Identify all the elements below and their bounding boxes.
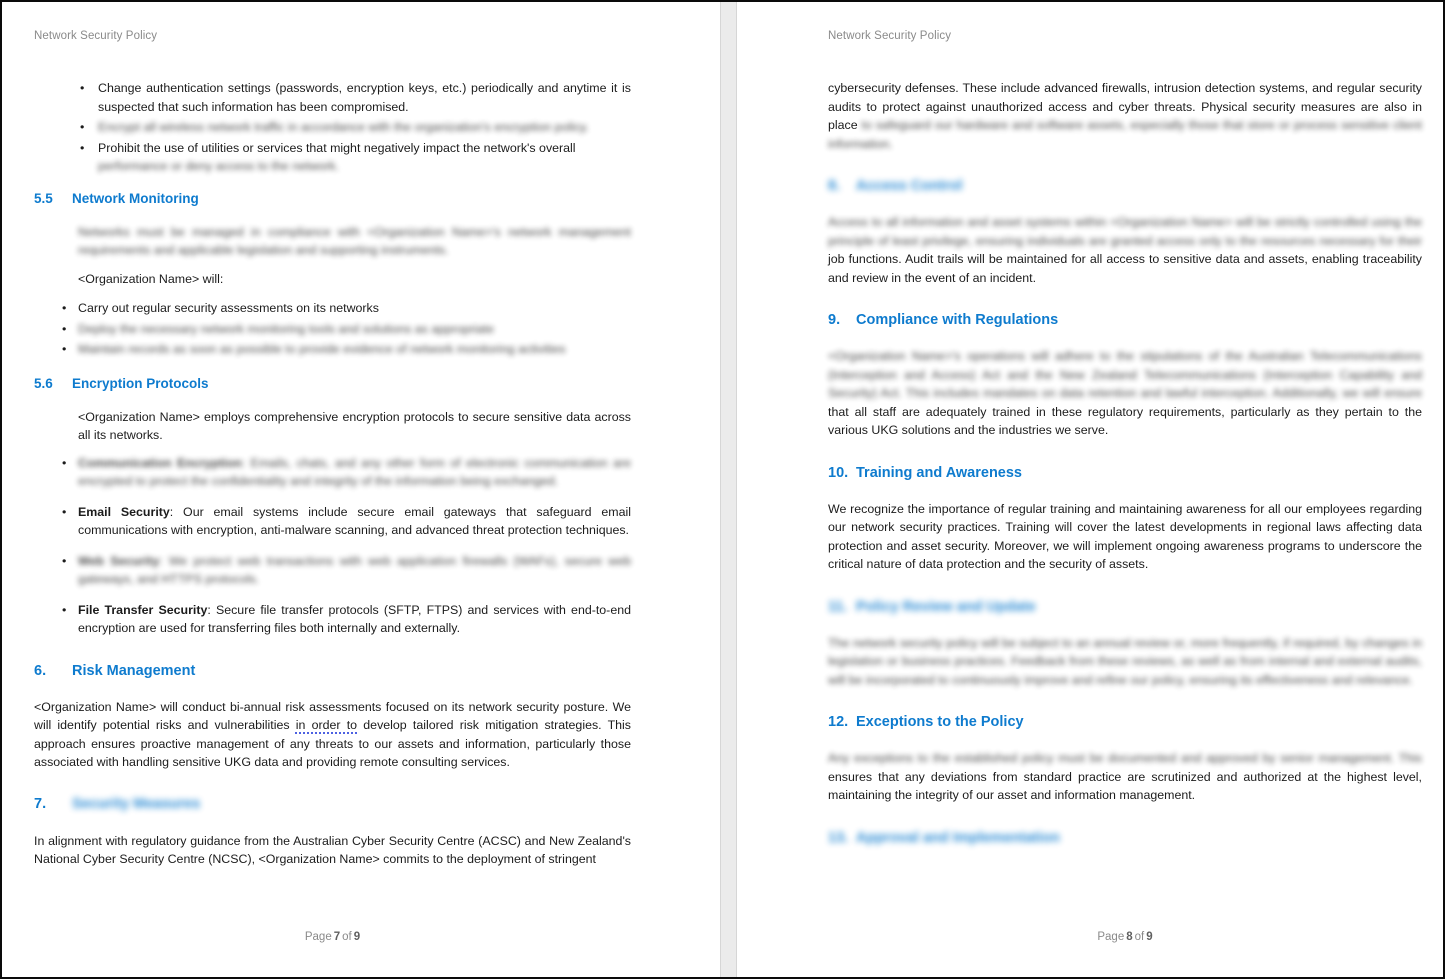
page-7-content	[2, 2, 631, 869]
bold-lead: Email Security	[78, 504, 170, 519]
list-item-text: Change authentication settings (passwords, encryption keys, etc.) periodically and anytime it is suspected that such information has been compromised.	[98, 81, 631, 114]
redacted-text: Deploy the necessary network monitoring tools and solutions as appropriate	[78, 321, 495, 336]
section-number: 10.	[828, 464, 849, 481]
intro-line: <Organization Name> will:	[78, 271, 224, 286]
paragraph-text: that all staff are adequately trained in these regulatory requirements, particularly as they pertain to the various UKG solutions and the industries we serve.	[828, 404, 1422, 437]
section-heading-13-redacted	[828, 829, 1422, 847]
paragraph-partially-redacted	[828, 79, 1422, 153]
redacted-section-title: Security Measures	[72, 795, 201, 812]
bullet-marker: •	[62, 504, 67, 519]
section-heading-6	[34, 662, 631, 680]
section-number: 7.	[34, 795, 47, 812]
bullet-marker: •	[62, 455, 67, 470]
section-heading-8-redacted	[828, 177, 1422, 195]
section-title: Network Monitoring	[72, 190, 199, 206]
redacted-bold-lead: Web Security	[78, 553, 160, 568]
paragraph-text: ensures that any deviations from standard practice are scrutinized and authorized at the highest level, maintaining the integrity of our asset and information management.	[828, 769, 1422, 802]
list-item-redacted	[34, 552, 631, 589]
redacted-text: : Emails, chats, and any other form of electronic communication are encrypted to protect the confidentiality and integrity of the information being exchanged.	[78, 455, 631, 488]
section-heading-5-6	[34, 375, 631, 392]
bullet-marker: •	[80, 81, 85, 95]
list-item	[34, 79, 631, 116]
bullet-list-monitoring	[34, 299, 631, 359]
footer-page-total: 9	[1146, 931, 1153, 943]
redacted-section-title: Access Control	[856, 178, 963, 194]
redacted-text: The network security policy will be subject to an annual review or, more frequently, if required, by changes in legislation or business practices. Feedback from these reviews, as well as from internal and external audits, will be incorporated to continuously improve and refine our policy, ensuring its effectiveness and relevance.	[828, 635, 1422, 687]
page-header: Network Security Policy	[34, 30, 158, 42]
bullet-marker: •	[62, 321, 67, 336]
bullet-marker: •	[80, 140, 85, 155]
section-title: Compliance with Regulations	[856, 312, 1059, 328]
list-item	[34, 299, 631, 318]
section-heading-7-redacted	[34, 795, 631, 813]
redacted-bold-lead: Communication Encryption	[78, 455, 242, 470]
redacted-text: Any exceptions to the established policy must be documented and approved by senior management. This	[828, 751, 1422, 765]
paragraph: In alignment with regulatory guidance from the Australian Cyber Security Centre (ACSC) and New Zealand's National Cyber Security Centre (NCSC), <Organization Name> commits to the deployment of stringent	[34, 833, 631, 866]
redacted-text: <Organization Name>'s operations will adhere to the stipulations of the Australian Telecommunications (Interception and Access) Act and the New Zealand Telecommunications (Interception Capability and Security) Act. This includes mandates on data retention and lawful interception. Additionally, we will ensure	[828, 349, 1422, 400]
footer-of: of	[342, 931, 352, 943]
bullet-marker: •	[62, 342, 67, 356]
page-8	[737, 2, 1443, 977]
paragraph-redacted	[828, 634, 1422, 690]
paragraph-partially-redacted	[828, 749, 1422, 805]
footer-label: Page	[304, 931, 332, 943]
list-item-text: : Secure file transfer protocols (SFTP, FTPS) and services with end-to-end encryption are used for transferring files both internally and externally.	[78, 602, 631, 635]
section-number: 13.	[828, 829, 849, 846]
paragraph-text: cybersecurity defenses. These include advanced firewalls, intrusion detection systems, and regular security audits to protect against unauthorized access and cyber threats. Physical security measures are also in place	[828, 81, 1422, 132]
paragraph-partially-redacted	[828, 213, 1422, 287]
redacted-section-title: Approval and Implementation	[856, 829, 1060, 846]
footer-page-total: 9	[353, 931, 361, 943]
page-footer	[34, 931, 631, 943]
footer-of: of	[1134, 931, 1145, 943]
list-item	[34, 139, 631, 176]
page-footer	[828, 931, 1422, 943]
list-item-text: Prohibit the use of utilities or services that might negatively impact the network's overall	[98, 140, 576, 155]
bullet-list-authentication	[34, 79, 631, 176]
redacted-text: Access to all information and asset systems within <Organization Name> will be strictly controlled using the principle of least privilege, ensuring individuals are granted access only to the resources necessary for their	[828, 215, 1422, 248]
redacted-text: Maintain records as soon as possible to provide evidence of network monitoring activities	[78, 342, 566, 356]
section-number: 6.	[34, 662, 47, 679]
bold-lead: File Transfer Security	[78, 602, 208, 617]
section-heading-9	[828, 311, 1422, 329]
section-heading-10	[828, 464, 1422, 482]
section-number: 5.5	[34, 190, 53, 206]
list-item-text: : Our email systems include secure email gateways that safeguard email communications with encryption, anti-malware scanning, and advanced threat protection techniques.	[78, 504, 631, 537]
list-item-redacted	[34, 118, 631, 137]
section-number: 8.	[828, 178, 841, 194]
paragraph: <Organization Name> employs comprehensive encryption protocols to secure sensitive data across all its networks.	[78, 409, 631, 442]
bullet-marker: •	[80, 120, 85, 134]
redacted-text: performance or deny access to the network.	[98, 159, 340, 173]
grammar-underline-text: in order to	[295, 718, 358, 732]
paragraph: We recognize the importance of regular training and maintaining awareness for all our employees regarding our network security practices. Training will cover the latest developments in regional laws affecting data protection and asset security. Moreover, we will implement ongoing awareness programs to underscore the critical nature of data protection and the security of assets.	[828, 501, 1422, 571]
paragraph-text: job functions. Audit trails will be maintained for all access to sensitive data and assets, enabling traceability and review in the event of an incident.	[828, 252, 1422, 285]
redacted-text: to safeguard our hardware and software assets, especially those that store or process sensitive client information.	[828, 118, 1422, 151]
redacted-text: Networks must be managed in compliance with <Organization Name>'s network management requirements and applicable legislation and supporting instruments.	[78, 224, 631, 257]
page-gap-divider	[720, 2, 737, 977]
list-item-text: Carry out regular security assessments on its networks	[78, 301, 379, 315]
redacted-text: : We protect web transactions with web application firewalls (WAFs), secure web gateways, and HTTPS protocols.	[78, 553, 631, 586]
section-heading-11-redacted	[828, 598, 1422, 616]
section-title: Training and Awareness	[856, 464, 1022, 481]
footer-page-number: 7	[333, 931, 341, 943]
section-title: Encryption Protocols	[72, 375, 209, 391]
paragraph-redacted	[34, 223, 631, 260]
footer-label: Page	[1097, 931, 1125, 943]
section-title: Exceptions to the Policy	[856, 714, 1024, 730]
section-heading-12	[828, 713, 1422, 731]
section-number: 9.	[828, 312, 841, 328]
page-header: Network Security Policy	[828, 30, 952, 42]
section-heading-5-5	[34, 190, 631, 207]
redacted-section-title: Policy Review and Update	[856, 598, 1036, 615]
list-item	[34, 503, 631, 540]
bullet-marker: •	[62, 553, 67, 568]
page-7	[2, 2, 720, 977]
section-number: 12.	[828, 714, 849, 730]
bullet-marker: •	[62, 602, 67, 617]
section-number: 5.6	[34, 375, 53, 391]
paragraph-risk	[34, 698, 631, 772]
list-item-redacted	[34, 320, 631, 339]
list-item-redacted	[34, 454, 631, 491]
footer-page-number: 8	[1126, 931, 1133, 943]
list-item-redacted	[34, 340, 631, 359]
section-title: Risk Management	[72, 662, 196, 679]
bullet-list-encryption	[34, 454, 631, 638]
section-number: 11.	[828, 598, 848, 615]
list-item	[34, 601, 631, 638]
bullet-marker: •	[62, 301, 67, 315]
paragraph-text: develop tailored risk mitigation strategies. This approach ensures proactive management of any threats to our assets and information, particularly those associated with handling sensitive UKG data and providing remote consulting services.	[34, 718, 631, 769]
redacted-text: Encrypt all wireless network traffic in accordance with the organization's encryption policy.	[98, 120, 589, 134]
page-8-content	[737, 2, 1422, 847]
paragraph-text: <Organization Name> will conduct bi-annual risk assessments focused on its network security posture. We will identify potential risks and vulnerabilities	[34, 699, 631, 732]
paragraph-partially-redacted	[828, 347, 1422, 440]
